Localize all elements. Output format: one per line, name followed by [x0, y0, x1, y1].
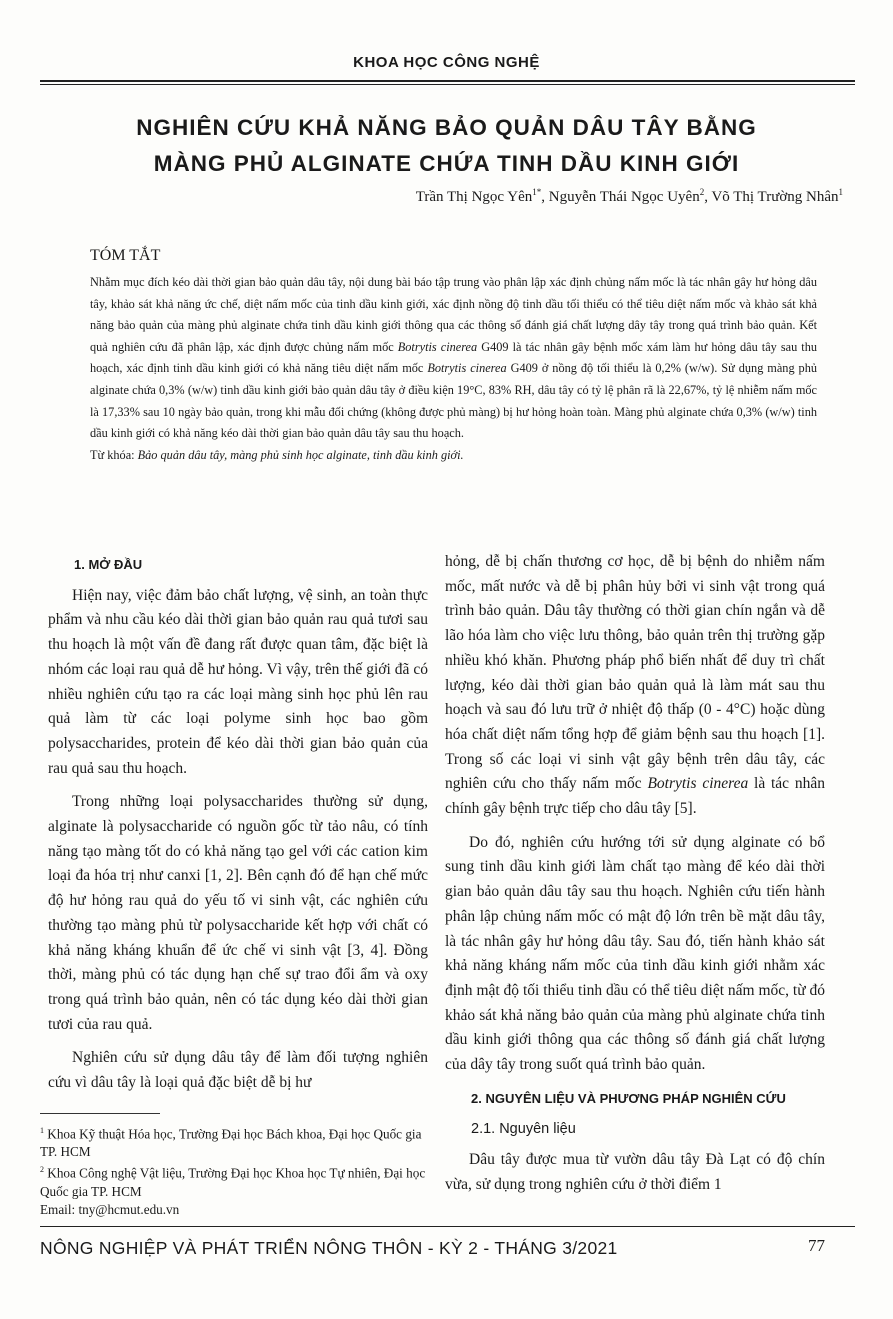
section-heading: 2. NGUYÊN LIỆU VÀ PHƯƠNG PHÁP NGHIÊN CỨU	[471, 1090, 786, 1106]
footnote-mark: 2	[40, 1165, 44, 1175]
keywords-text: Bảo quản dâu tây, màng phủ sinh học alginate, tinh dầu kinh giới.	[134, 447, 464, 462]
header-rule-thick	[40, 80, 855, 82]
column-left	[48, 550, 428, 1105]
author-name: Trần Thị Ngọc Yên	[415, 189, 533, 205]
body-paragraph: Nghiên cứu sử dụng dâu tây để làm đối tượng nghiên cứu vì dâu tây là loại quả đặc biệt dễ bị hư	[48, 1049, 428, 1092]
footnote-text: Khoa Kỹ thuật Hóa học, Trường Đại học Bách khoa, Đại học Quốc gia TP. HCM	[40, 1126, 422, 1160]
footnote-text: Khoa Công nghệ Vật liệu, Trường Đại học Khoa học Tự nhiên, Đại học Quốc gia TP. HCM	[40, 1165, 426, 1199]
abstract-body	[90, 272, 817, 466]
article-title	[40, 110, 853, 182]
author-affiliation-mark: 2	[699, 187, 705, 197]
body-text: hỏng, dễ bị chấn thương cơ học, dễ bị bệnh do nhiễm nấm mốc, mất nước và dễ bị phân hủy bởi vi sinh vật trong quá trình bảo quản. Dâu tây thường có thời gian chín ngắn và dễ lão hóa làm cho việc lưu thông, bảo quản trên thị trường gặp nhiều khó khăn. Phương pháp phổ biến nhất để duy trì chất lượng, kéo dài thời gian bảo quản quả là làm mát sau thu hoạch và sau đó lưu trữ ở nhiệt độ thấp (0 - 4°C) hoặc dùng hóa chất diệt nấm tổng hợp để giảm bệnh sau thu hoạch [1]. Trong số các loại vi sinh vật gây bệnh trên dâu tây, các nghiên cứu cho thấy nấm mốc	[445, 553, 825, 793]
header-rule-thin	[40, 84, 855, 85]
page-number: 77	[808, 1236, 825, 1255]
author-name: Nguyễn Thái Ngọc Uyên	[548, 189, 700, 205]
author-list: Trần Thị Ngọc Yên$^{1*}$, Nguyễn Thái Ngọc Uyên$^2$, Võ Thị Trường Nhân$^1$	[415, 187, 843, 205]
abstract-text: Nhằm mục đích kéo dài thời gian bảo quản dâu tây, nội dung bài báo tập trung vào phân lập xác định chủng nấm mốc là tác nhân gây hư hỏng dâu tây, khảo sát khả năng ức chế, diệt nấm mốc của tinh dầu kinh giới, xác định nồng độ tinh dầu tối thiểu có thể tiêu diệt nấm mốc và khảo sát khả năng bảo quản của màng phủ alginate chứa tinh dầu kinh giới thông qua các thông số đánh giá chất lượng dây tây trong quá trình bảo quản. Kết quả nghiên cứu đã phân lập, xác định được chủng nấm mốc	[90, 275, 817, 354]
footnote	[40, 1161, 430, 1200]
body-paragraph	[445, 550, 825, 822]
abstract-text: G409 là tác nhân gây bệnh mốc xám làm hư hỏng dâu tây sau thu hoạch, xác định tinh dầu kinh giới có khả năng tiêu diệt nấm mốc	[90, 339, 817, 376]
title-line-1: NGHIÊN CỨU KHẢ NĂNG BẢO QUẢN DÂU TÂY BẰNG	[136, 115, 757, 140]
body-paragraph: Do đó, nghiên cứu hướng tới sử dụng alginate có bổ sung tinh dầu kinh giới làm chất tạo màng để kéo dài thời gian bảo quản dâu tây sau thu hoạch. Nghiên cứu tiến hành phân lập chủng nấm mốc có mật độ lớn trên bề mặt dâu tây, là tác nhân gây hư hỏng dâu tây. Sau đó, tiến hành khảo sát khả năng kháng nấm mốc của tinh dầu kinh giới nhằm xác định mật độ tối thiểu tinh dầu có thể tiêu diệt nấm mốc, từ đó khảo sát khả năng bảo quản của màng phủ alginate chứa tinh dầu kinh giới thông qua các thông số đánh giá chất lượng của dây tây trong suốt quá trình bảo quản.	[445, 833, 825, 1074]
body-paragraph: Trong những loại polysaccharides thường sử dụng, alginate là polysaccharide có nguồn gốc từ tảo nâu, có tính năng tạo màng tốt do có khả năng tạo gel với các cation kim loại đa hóa trị như canxi [1, 2]. Bên cạnh đó để hạn chế mức độ hư hỏng rau quả do yếu tố vi sinh vật, các nghiên cứu thường tạo màng phủ từ polysaccharide kết hợp với chất có khả năng kháng khuẩn để ức chế vi sinh vật [3, 4]. Đồng thời, màng phủ có tác dụng hạn chế sự trao đổi ẩm và oxy trong quá trình bảo quản, nên có tác dụng kéo dài thời gian tươi của rau quả.	[48, 793, 428, 1033]
footnote-rule	[40, 1113, 160, 1114]
keywords-label: Từ khóa:	[90, 447, 135, 462]
body-paragraph: Hiện nay, việc đảm bảo chất lượng, vệ sinh, an toàn thực phẩm và nhu cầu kéo dài thời gian bảo quản rau quả tươi sau thu hoạch là một vấn đề đang rất được quan tâm, đặc biệt là nhóm các loại rau quả dễ hư hỏng. Vì vậy, trên thế giới đã có nhiều nghiên cứu tạo ra các loại màng sinh học phủ lên rau quả làm từ các loại polyme sinh học bao gồm polysaccharides, protein để kéo dài thời gian bảo quản của rau quả sau thu hoạch.	[48, 586, 428, 777]
column-right	[445, 550, 825, 1207]
author-name: Võ Thị Trường Nhân	[711, 189, 839, 205]
title-line-2: MÀNG PHỦ ALGINATE CHỨA TINH DẦU KINH GIỚI	[153, 151, 740, 176]
abstract-text: G409 ở nồng độ tối thiểu là 0,2% (w/w). Sử dụng màng phủ alginate chứa 0,3% (w/w) tinh dầu kinh giới bảo quản dâu tây ở điều kiện 19°C, 83% RH, dâu tây có tỷ lệ phân rã là 22,67%, tỷ lệ nhiễm nấm mốc là 17,33% sau 10 ngày bảo quản, trong khi mẫu đối chứng (không được phủ màng) bị hư hỏng hoàn toàn. Màng phủ alginate chứa 0,3% (w/w) tinh dầu kinh giới có khả năng kéo dài thời gian bảo quản dâu tây sau thu hoạch.	[90, 361, 817, 441]
abstract-heading: TÓM TẮT	[90, 247, 161, 264]
species-name: Botrytis cinerea	[647, 775, 749, 793]
footnotes	[40, 1122, 430, 1219]
footnote	[40, 1122, 430, 1161]
body-text: là tác nhân chính gây bệnh trực tiếp cho dâu tây [5].	[445, 775, 825, 818]
keywords	[90, 445, 817, 467]
subsection-heading: 2.1. Nguyên liệu	[471, 1121, 576, 1138]
section-label: KHOA HỌC CÔNG NGHỆ	[353, 54, 540, 71]
footnote-email: Email: tny@hcmut.edu.vn	[40, 1201, 180, 1217]
footer-rule	[40, 1226, 855, 1227]
author-affiliation-mark: 1	[838, 187, 843, 197]
species-name: Botrytis cinerea	[427, 361, 507, 376]
species-name: Botrytis cinerea	[397, 339, 478, 354]
abstract-paragraph	[90, 272, 817, 445]
body-paragraph: Dâu tây được mua từ vườn dâu tây Đà Lạt có độ chín vừa, sử dụng trong nghiên cứu ở thời điểm 1	[445, 1151, 825, 1193]
journal-footer: NÔNG NGHIỆP VÀ PHÁT TRIỂN NÔNG THÔN - KỲ 2 - THÁNG 3/2021	[40, 1238, 618, 1258]
author-affiliation-mark: 1*	[532, 187, 542, 197]
section-heading: 1. MỞ ĐẦU	[74, 557, 143, 572]
footnote-mark: 1	[40, 1126, 44, 1135]
